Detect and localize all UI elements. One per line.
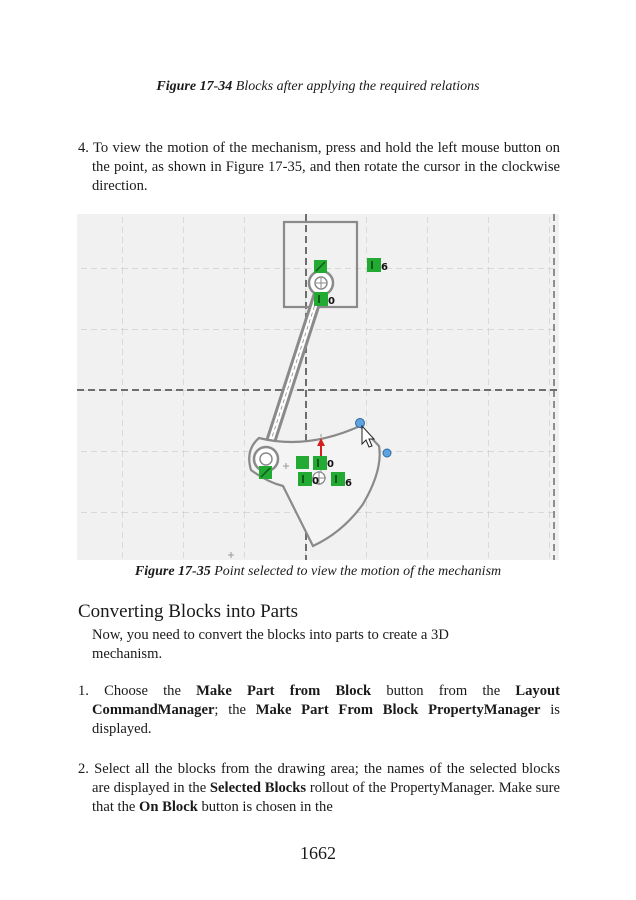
horizontal-relation-icon-bottom bbox=[298, 472, 312, 486]
section-heading: Converting Blocks into Parts bbox=[78, 601, 299, 622]
section-intro: Now, you need to convert the blocks into parts to create a 3D mechanism. bbox=[92, 627, 449, 662]
vertical-relation-icon-mid bbox=[313, 456, 327, 470]
selected-point[interactable] bbox=[356, 419, 365, 428]
vertical-relation-icon bbox=[314, 292, 328, 306]
coincident-relation-icon bbox=[296, 456, 309, 469]
layout-commandmanager-ref: Layout CommandManager bbox=[92, 683, 560, 718]
figure-caption-text: Point selected to view the motion of the mechanism bbox=[214, 564, 502, 579]
mechanism-sketch bbox=[77, 214, 559, 560]
step-4 bbox=[78, 139, 560, 196]
figure-17-35-image bbox=[77, 214, 559, 560]
make-part-from-block-button-ref: Make Part from Block bbox=[196, 683, 372, 699]
propertymanager-ref: Make Part From Block PropertyManager bbox=[255, 702, 541, 718]
figure-number: Figure 17-35 bbox=[134, 564, 211, 579]
step-1: 1. Choose the Make Part from Block button from the Layout CommandManager; the Make Part From Block PropertyManager is displayed. bbox=[78, 683, 560, 737]
figure-caption-text: Blocks after applying the required relations bbox=[235, 79, 480, 94]
step-text: To view the motion of the mechanism, press and hold the left mouse button on the point, as shown in Figure 17-35, and then rotate the cursor in the clockwise direction. bbox=[92, 140, 560, 194]
horizontal-relation-icon bbox=[367, 258, 381, 272]
horizontal-relation-icon-bottom-right bbox=[331, 472, 345, 486]
on-block-button-ref: On Block bbox=[139, 799, 198, 815]
step-number: 4. bbox=[78, 140, 89, 156]
figure-17-35-caption bbox=[0, 563, 636, 581]
selected-blocks-rollout-ref: Selected Blocks bbox=[209, 780, 307, 796]
figure-number: Figure 17-34 bbox=[156, 79, 233, 94]
relation-label-bottom-left: 0 bbox=[312, 476, 319, 487]
figure-17-34-caption bbox=[0, 78, 636, 96]
relation-label-bottom-right: 6 bbox=[345, 478, 352, 489]
relation-label-top-link: 0 bbox=[328, 296, 335, 307]
sketch-point[interactable] bbox=[383, 449, 391, 457]
page-number: 1662 bbox=[300, 843, 336, 863]
step-number: 2. bbox=[78, 761, 89, 777]
relation-label-mid: 0 bbox=[327, 459, 334, 470]
top-pivot[interactable] bbox=[309, 271, 333, 295]
step-number: 1. bbox=[78, 683, 89, 699]
relation-label-top-right: 6 bbox=[381, 262, 388, 273]
step-2: 2. Select all the blocks from the drawing area; the names of the selected blocks are displayed in the Selected Blocks rollout of the PropertyManager. Make sure that the On Block button is chosen in the bbox=[78, 761, 560, 815]
